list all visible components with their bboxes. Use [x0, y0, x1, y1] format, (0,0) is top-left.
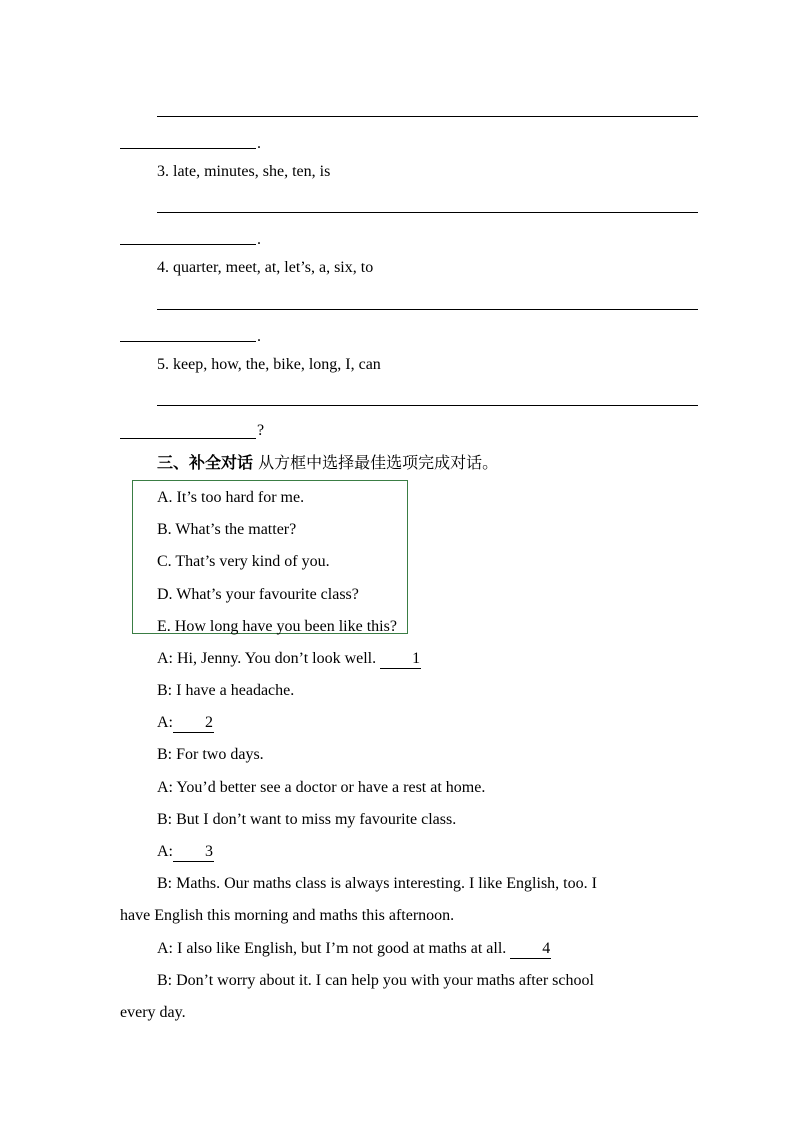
dialogue-line-8: B: Maths. Our maths class is always interesting. I like English, too. I — [157, 875, 597, 892]
exercise-words: quarter, meet, at, let’s, a, six, to — [173, 259, 374, 276]
answer-line-2-short[interactable] — [120, 148, 256, 149]
dialogue-line-4: B: For two days. — [157, 746, 264, 763]
section-title: 三、补全对话 — [157, 453, 254, 472]
exercise-words: keep, how, the, bike, long, I, can — [173, 356, 381, 373]
answer-line-3-long[interactable] — [157, 212, 698, 213]
dialogue-line-6: B: But I don’t want to miss my favourite class. — [157, 811, 457, 828]
dialogue-line-5: A: You’d better see a doctor or have a rest at home. — [157, 779, 486, 796]
answer-line-3-short[interactable] — [120, 244, 256, 245]
exercise-item-5 — [157, 355, 381, 375]
dialogue-line-11: B: Don’t worry about it. I can help you with your maths after school — [157, 972, 594, 989]
answer-blank-1[interactable]: 1 — [380, 650, 421, 669]
option-b: B. What’s the matter? — [157, 521, 297, 538]
dialogue-line-10 — [157, 939, 551, 959]
dialogue-line-3 — [157, 713, 214, 733]
dialogue-line-12: every day. — [120, 1004, 186, 1021]
option-e: E. How long have you been like this? — [157, 618, 397, 635]
exercise-number: 5. — [157, 356, 169, 373]
answer-end-period-3: . — [257, 231, 261, 248]
exercise-item-4 — [157, 258, 373, 278]
dialogue-line-1 — [157, 649, 421, 669]
option-a: A. It’s too hard for me. — [157, 489, 305, 506]
answer-line-2-long[interactable] — [157, 116, 698, 117]
dialogue-line-9: have English this morning and maths this afternoon. — [120, 907, 455, 924]
answer-line-4-short[interactable] — [120, 341, 256, 342]
exercise-number: 4. — [157, 259, 169, 276]
option-d: D. What’s your favourite class? — [157, 586, 359, 603]
dialogue-line-2: B: I have a headache. — [157, 682, 295, 699]
dialogue-text: A: — [157, 843, 173, 860]
exercise-words: late, minutes, she, ten, is — [173, 163, 331, 180]
answer-end-period-4: . — [257, 328, 261, 345]
option-c: C. That’s very kind of you. — [157, 553, 330, 570]
dialogue-line-7 — [157, 842, 214, 862]
section-heading — [157, 452, 498, 474]
answer-line-5-short[interactable] — [120, 438, 256, 439]
answer-blank-4[interactable]: 4 — [510, 940, 551, 959]
answer-blank-3[interactable]: 3 — [173, 843, 214, 862]
exercise-number: 3. — [157, 163, 169, 180]
answer-blank-2[interactable]: 2 — [173, 714, 214, 733]
section-instruction: 从方框中选择最佳选项完成对话。 — [258, 453, 499, 472]
answer-line-5-long[interactable] — [157, 405, 698, 406]
dialogue-text: A: I also like English, but I’m not good at maths at all. — [157, 940, 507, 957]
answer-line-4-long[interactable] — [157, 309, 698, 310]
dialogue-text: A: — [157, 714, 173, 731]
exercise-item-3 — [157, 162, 330, 182]
answer-end-question-5: ? — [257, 422, 265, 439]
dialogue-text: A: Hi, Jenny. You don’t look well. — [157, 650, 377, 667]
answer-end-period-2: . — [257, 135, 261, 152]
